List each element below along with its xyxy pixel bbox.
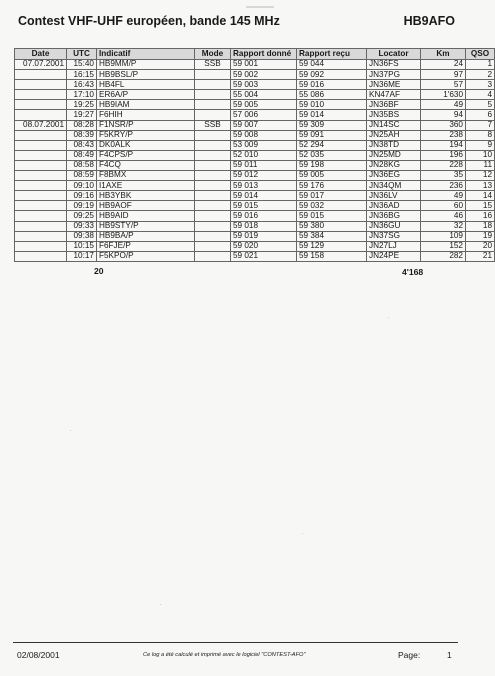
cell-report-received: 59 380 bbox=[297, 221, 367, 231]
cell-qso: 12 bbox=[466, 171, 495, 181]
cell-utc: 08:43 bbox=[67, 140, 97, 150]
cell-km: 152 bbox=[421, 241, 466, 251]
scan-speck bbox=[70, 430, 71, 431]
cell-mode bbox=[195, 191, 231, 201]
cell-utc: 08:59 bbox=[67, 171, 97, 181]
cell-date bbox=[15, 221, 67, 231]
cell-date bbox=[15, 140, 67, 150]
cell-utc: 08:28 bbox=[67, 120, 97, 130]
column-header-locator: Locator bbox=[367, 49, 421, 60]
summary-distance: 4'168 bbox=[402, 267, 424, 277]
cell-report-sent: 53 009 bbox=[231, 140, 297, 150]
table-row bbox=[15, 191, 495, 201]
cell-date bbox=[15, 80, 67, 90]
cell-locator: JN24PE bbox=[367, 251, 421, 261]
cell-qso: 18 bbox=[466, 221, 495, 231]
table-row bbox=[15, 241, 495, 251]
cell-callsign: HB9MM/P bbox=[97, 60, 195, 70]
cell-locator: JN37SG bbox=[367, 231, 421, 241]
cell-mode bbox=[195, 150, 231, 160]
cell-report-sent: 57 006 bbox=[231, 110, 297, 120]
cell-report-sent: 59 001 bbox=[231, 60, 297, 70]
cell-km: 238 bbox=[421, 130, 466, 140]
cell-mode bbox=[195, 241, 231, 251]
cell-mode bbox=[195, 100, 231, 110]
cell-mode bbox=[195, 160, 231, 170]
cell-utc: 19:27 bbox=[67, 110, 97, 120]
table-row bbox=[15, 100, 495, 110]
table-row bbox=[15, 221, 495, 231]
cell-km: 194 bbox=[421, 140, 466, 150]
cell-utc: 08:49 bbox=[67, 150, 97, 160]
footer-divider bbox=[13, 642, 458, 643]
cell-utc: 16:15 bbox=[67, 70, 97, 80]
column-header-km: Km bbox=[421, 49, 466, 60]
cell-mode bbox=[195, 90, 231, 100]
cell-date bbox=[15, 70, 67, 80]
cell-qso: 9 bbox=[466, 140, 495, 150]
cell-report-received: 59 016 bbox=[297, 80, 367, 90]
cell-km: 1'630 bbox=[421, 90, 466, 100]
cell-date bbox=[15, 251, 67, 261]
cell-date bbox=[15, 181, 67, 191]
cell-mode: SSB bbox=[195, 120, 231, 130]
cell-date: 08.07.2001 bbox=[15, 120, 67, 130]
cell-locator: JN36BG bbox=[367, 211, 421, 221]
cell-mode bbox=[195, 181, 231, 191]
cell-locator: JN36AD bbox=[367, 201, 421, 211]
cell-callsign: DK0ALK bbox=[97, 140, 195, 150]
cell-callsign: F6FJE/P bbox=[97, 241, 195, 251]
table-row bbox=[15, 150, 495, 160]
cell-report-sent: 59 012 bbox=[231, 171, 297, 181]
table-row bbox=[15, 120, 495, 130]
cell-km: 35 bbox=[421, 171, 466, 181]
cell-km: 49 bbox=[421, 100, 466, 110]
cell-report-sent: 59 005 bbox=[231, 100, 297, 110]
cell-qso: 3 bbox=[466, 80, 495, 90]
cell-qso: 1 bbox=[466, 60, 495, 70]
cell-date bbox=[15, 110, 67, 120]
cell-qso: 11 bbox=[466, 160, 495, 170]
cell-report-sent: 59 008 bbox=[231, 130, 297, 140]
cell-callsign: ER6A/P bbox=[97, 90, 195, 100]
page-label: Page: bbox=[398, 650, 421, 660]
cell-qso: 7 bbox=[466, 120, 495, 130]
cell-qso: 14 bbox=[466, 191, 495, 201]
cell-utc: 09:19 bbox=[67, 201, 97, 211]
table-row bbox=[15, 130, 495, 140]
cell-mode bbox=[195, 221, 231, 231]
cell-utc: 15:40 bbox=[67, 60, 97, 70]
cell-utc: 19:25 bbox=[67, 100, 97, 110]
cell-qso: 2 bbox=[466, 70, 495, 80]
cell-callsign: HB9IAM bbox=[97, 100, 195, 110]
log-table-body bbox=[15, 60, 495, 262]
cell-mode bbox=[195, 110, 231, 120]
cell-callsign: HB9BA/P bbox=[97, 231, 195, 241]
software-note: Ce log a été calculé et imprimé avec le logiciel "CONTEST-AFO" bbox=[143, 652, 306, 658]
cell-mode bbox=[195, 251, 231, 261]
cell-qso: 5 bbox=[466, 100, 495, 110]
column-header-report-received: Rapport reçu bbox=[297, 49, 367, 60]
cell-date bbox=[15, 231, 67, 241]
cell-utc: 09:25 bbox=[67, 211, 97, 221]
cell-qso: 15 bbox=[466, 201, 495, 211]
station-callsign: HB9AFO bbox=[403, 14, 455, 28]
cell-utc: 09:33 bbox=[67, 221, 97, 231]
cell-locator: JN36GU bbox=[367, 221, 421, 231]
cell-utc: 09:16 bbox=[67, 191, 97, 201]
cell-km: 94 bbox=[421, 110, 466, 120]
table-row bbox=[15, 181, 495, 191]
cell-locator: JN35BS bbox=[367, 110, 421, 120]
cell-qso: 13 bbox=[466, 181, 495, 191]
cell-utc: 10:17 bbox=[67, 251, 97, 261]
cell-locator: JN27LJ bbox=[367, 241, 421, 251]
cell-km: 109 bbox=[421, 231, 466, 241]
cell-report-sent: 52 010 bbox=[231, 150, 297, 160]
cell-report-sent: 59 013 bbox=[231, 181, 297, 191]
column-header-date: Date bbox=[15, 49, 67, 60]
cell-report-sent: 55 004 bbox=[231, 90, 297, 100]
cell-km: 282 bbox=[421, 251, 466, 261]
cell-callsign: F6HIH bbox=[97, 110, 195, 120]
cell-locator: JN36FS bbox=[367, 60, 421, 70]
cell-report-received: 59 198 bbox=[297, 160, 367, 170]
cell-locator: JN36BF bbox=[367, 100, 421, 110]
cell-utc: 08:39 bbox=[67, 130, 97, 140]
cell-callsign: HB3YBK bbox=[97, 191, 195, 201]
cell-km: 228 bbox=[421, 160, 466, 170]
table-row bbox=[15, 201, 495, 211]
cell-date bbox=[15, 241, 67, 251]
cell-mode bbox=[195, 171, 231, 181]
cell-report-received: 59 010 bbox=[297, 100, 367, 110]
cell-mode bbox=[195, 140, 231, 150]
cell-mode bbox=[195, 130, 231, 140]
cell-utc: 10:15 bbox=[67, 241, 97, 251]
table-row bbox=[15, 140, 495, 150]
column-header-qso: QSO bbox=[466, 49, 495, 60]
cell-callsign: HB9STY/P bbox=[97, 221, 195, 231]
cell-locator: JN28KG bbox=[367, 160, 421, 170]
cell-mode: SSB bbox=[195, 60, 231, 70]
cell-km: 360 bbox=[421, 120, 466, 130]
cell-locator: JN36LV bbox=[367, 191, 421, 201]
cell-locator: JN25MD bbox=[367, 150, 421, 160]
table-row bbox=[15, 251, 495, 261]
cell-date bbox=[15, 90, 67, 100]
cell-report-sent: 59 007 bbox=[231, 120, 297, 130]
document-title: Contest VHF-UHF européen, bande 145 MHz bbox=[18, 14, 280, 28]
log-table-header bbox=[15, 49, 495, 60]
scan-speck bbox=[160, 604, 161, 605]
cell-mode bbox=[195, 201, 231, 211]
cell-report-sent: 59 002 bbox=[231, 70, 297, 80]
cell-callsign: F4CPS/P bbox=[97, 150, 195, 160]
scan-speck bbox=[388, 317, 389, 318]
cell-km: 24 bbox=[421, 60, 466, 70]
cell-mode bbox=[195, 211, 231, 221]
cell-date bbox=[15, 171, 67, 181]
footer-date: 02/08/2001 bbox=[17, 650, 60, 660]
cell-report-received: 59 015 bbox=[297, 211, 367, 221]
column-header-report-sent: Rapport donné bbox=[231, 49, 297, 60]
cell-km: 57 bbox=[421, 80, 466, 90]
cell-report-received: 59 176 bbox=[297, 181, 367, 191]
cell-date bbox=[15, 130, 67, 140]
cell-report-sent: 59 020 bbox=[231, 241, 297, 251]
cell-callsign: HB9AOF bbox=[97, 201, 195, 211]
cell-report-received: 59 309 bbox=[297, 120, 367, 130]
table-row bbox=[15, 90, 495, 100]
cell-report-received: 59 005 bbox=[297, 171, 367, 181]
cell-report-sent: 59 015 bbox=[231, 201, 297, 211]
cell-locator: JN25AH bbox=[367, 130, 421, 140]
summary-count: 20 bbox=[94, 266, 104, 276]
cell-callsign: HB9AID bbox=[97, 211, 195, 221]
cell-locator: JN14SC bbox=[367, 120, 421, 130]
contest-log-table bbox=[14, 48, 495, 262]
cell-locator: JN36ME bbox=[367, 80, 421, 90]
cell-report-received: 59 044 bbox=[297, 60, 367, 70]
cell-report-received: 59 129 bbox=[297, 241, 367, 251]
cell-date: 07.07.2001 bbox=[15, 60, 67, 70]
cell-qso: 10 bbox=[466, 150, 495, 160]
table-row bbox=[15, 60, 495, 70]
table-row bbox=[15, 80, 495, 90]
cell-report-received: 59 017 bbox=[297, 191, 367, 201]
cell-callsign: HB4FL bbox=[97, 80, 195, 90]
cell-callsign: I1AXE bbox=[97, 181, 195, 191]
cell-date bbox=[15, 160, 67, 170]
cell-qso: 20 bbox=[466, 241, 495, 251]
column-header-mode: Mode bbox=[195, 49, 231, 60]
cell-km: 196 bbox=[421, 150, 466, 160]
cell-date bbox=[15, 150, 67, 160]
cell-locator: JN34QM bbox=[367, 181, 421, 191]
scan-speck bbox=[302, 533, 303, 534]
cell-report-received: 52 294 bbox=[297, 140, 367, 150]
cell-report-received: 59 384 bbox=[297, 231, 367, 241]
scan-mark bbox=[246, 6, 274, 8]
table-row bbox=[15, 231, 495, 241]
cell-report-sent: 59 018 bbox=[231, 221, 297, 231]
cell-km: 32 bbox=[421, 221, 466, 231]
cell-date bbox=[15, 211, 67, 221]
page-number: 1 bbox=[447, 650, 452, 660]
cell-qso: 16 bbox=[466, 211, 495, 221]
cell-report-received: 59 091 bbox=[297, 130, 367, 140]
cell-qso: 21 bbox=[466, 251, 495, 261]
cell-date bbox=[15, 100, 67, 110]
cell-report-sent: 59 016 bbox=[231, 211, 297, 221]
cell-km: 60 bbox=[421, 201, 466, 211]
cell-utc: 09:38 bbox=[67, 231, 97, 241]
cell-utc: 09:10 bbox=[67, 181, 97, 191]
cell-utc: 08:58 bbox=[67, 160, 97, 170]
cell-callsign: F4CQ bbox=[97, 160, 195, 170]
cell-report-sent: 59 011 bbox=[231, 160, 297, 170]
table-row bbox=[15, 211, 495, 221]
column-header-utc: UTC bbox=[67, 49, 97, 60]
log-table-header-row bbox=[15, 49, 495, 60]
table-row bbox=[15, 70, 495, 80]
cell-date bbox=[15, 201, 67, 211]
cell-report-sent: 59 014 bbox=[231, 191, 297, 201]
cell-callsign: F8BMX bbox=[97, 171, 195, 181]
cell-qso: 6 bbox=[466, 110, 495, 120]
cell-qso: 8 bbox=[466, 130, 495, 140]
cell-report-sent: 59 019 bbox=[231, 231, 297, 241]
cell-report-sent: 59 003 bbox=[231, 80, 297, 90]
cell-qso: 4 bbox=[466, 90, 495, 100]
column-header-callsign: Indicatif bbox=[97, 49, 195, 60]
cell-utc: 16:43 bbox=[67, 80, 97, 90]
cell-utc: 17:10 bbox=[67, 90, 97, 100]
cell-date bbox=[15, 191, 67, 201]
cell-report-received: 55 086 bbox=[297, 90, 367, 100]
table-row bbox=[15, 160, 495, 170]
cell-locator: JN37PG bbox=[367, 70, 421, 80]
cell-mode bbox=[195, 70, 231, 80]
cell-qso: 19 bbox=[466, 231, 495, 241]
cell-report-received: 52 035 bbox=[297, 150, 367, 160]
table-row bbox=[15, 110, 495, 120]
cell-callsign: F1NSR/P bbox=[97, 120, 195, 130]
cell-km: 49 bbox=[421, 191, 466, 201]
cell-callsign: F5KRY/P bbox=[97, 130, 195, 140]
cell-mode bbox=[195, 231, 231, 241]
cell-callsign: HB9BSL/P bbox=[97, 70, 195, 80]
cell-km: 46 bbox=[421, 211, 466, 221]
cell-report-received: 59 092 bbox=[297, 70, 367, 80]
cell-report-received: 59 014 bbox=[297, 110, 367, 120]
cell-report-sent: 59 021 bbox=[231, 251, 297, 261]
cell-km: 236 bbox=[421, 181, 466, 191]
cell-callsign: F5KPO/P bbox=[97, 251, 195, 261]
cell-locator: KN47AF bbox=[367, 90, 421, 100]
cell-report-received: 59 158 bbox=[297, 251, 367, 261]
cell-locator: JN36EG bbox=[367, 171, 421, 181]
cell-locator: JN38TD bbox=[367, 140, 421, 150]
table-row bbox=[15, 171, 495, 181]
cell-mode bbox=[195, 80, 231, 90]
cell-km: 97 bbox=[421, 70, 466, 80]
cell-report-received: 59 032 bbox=[297, 201, 367, 211]
